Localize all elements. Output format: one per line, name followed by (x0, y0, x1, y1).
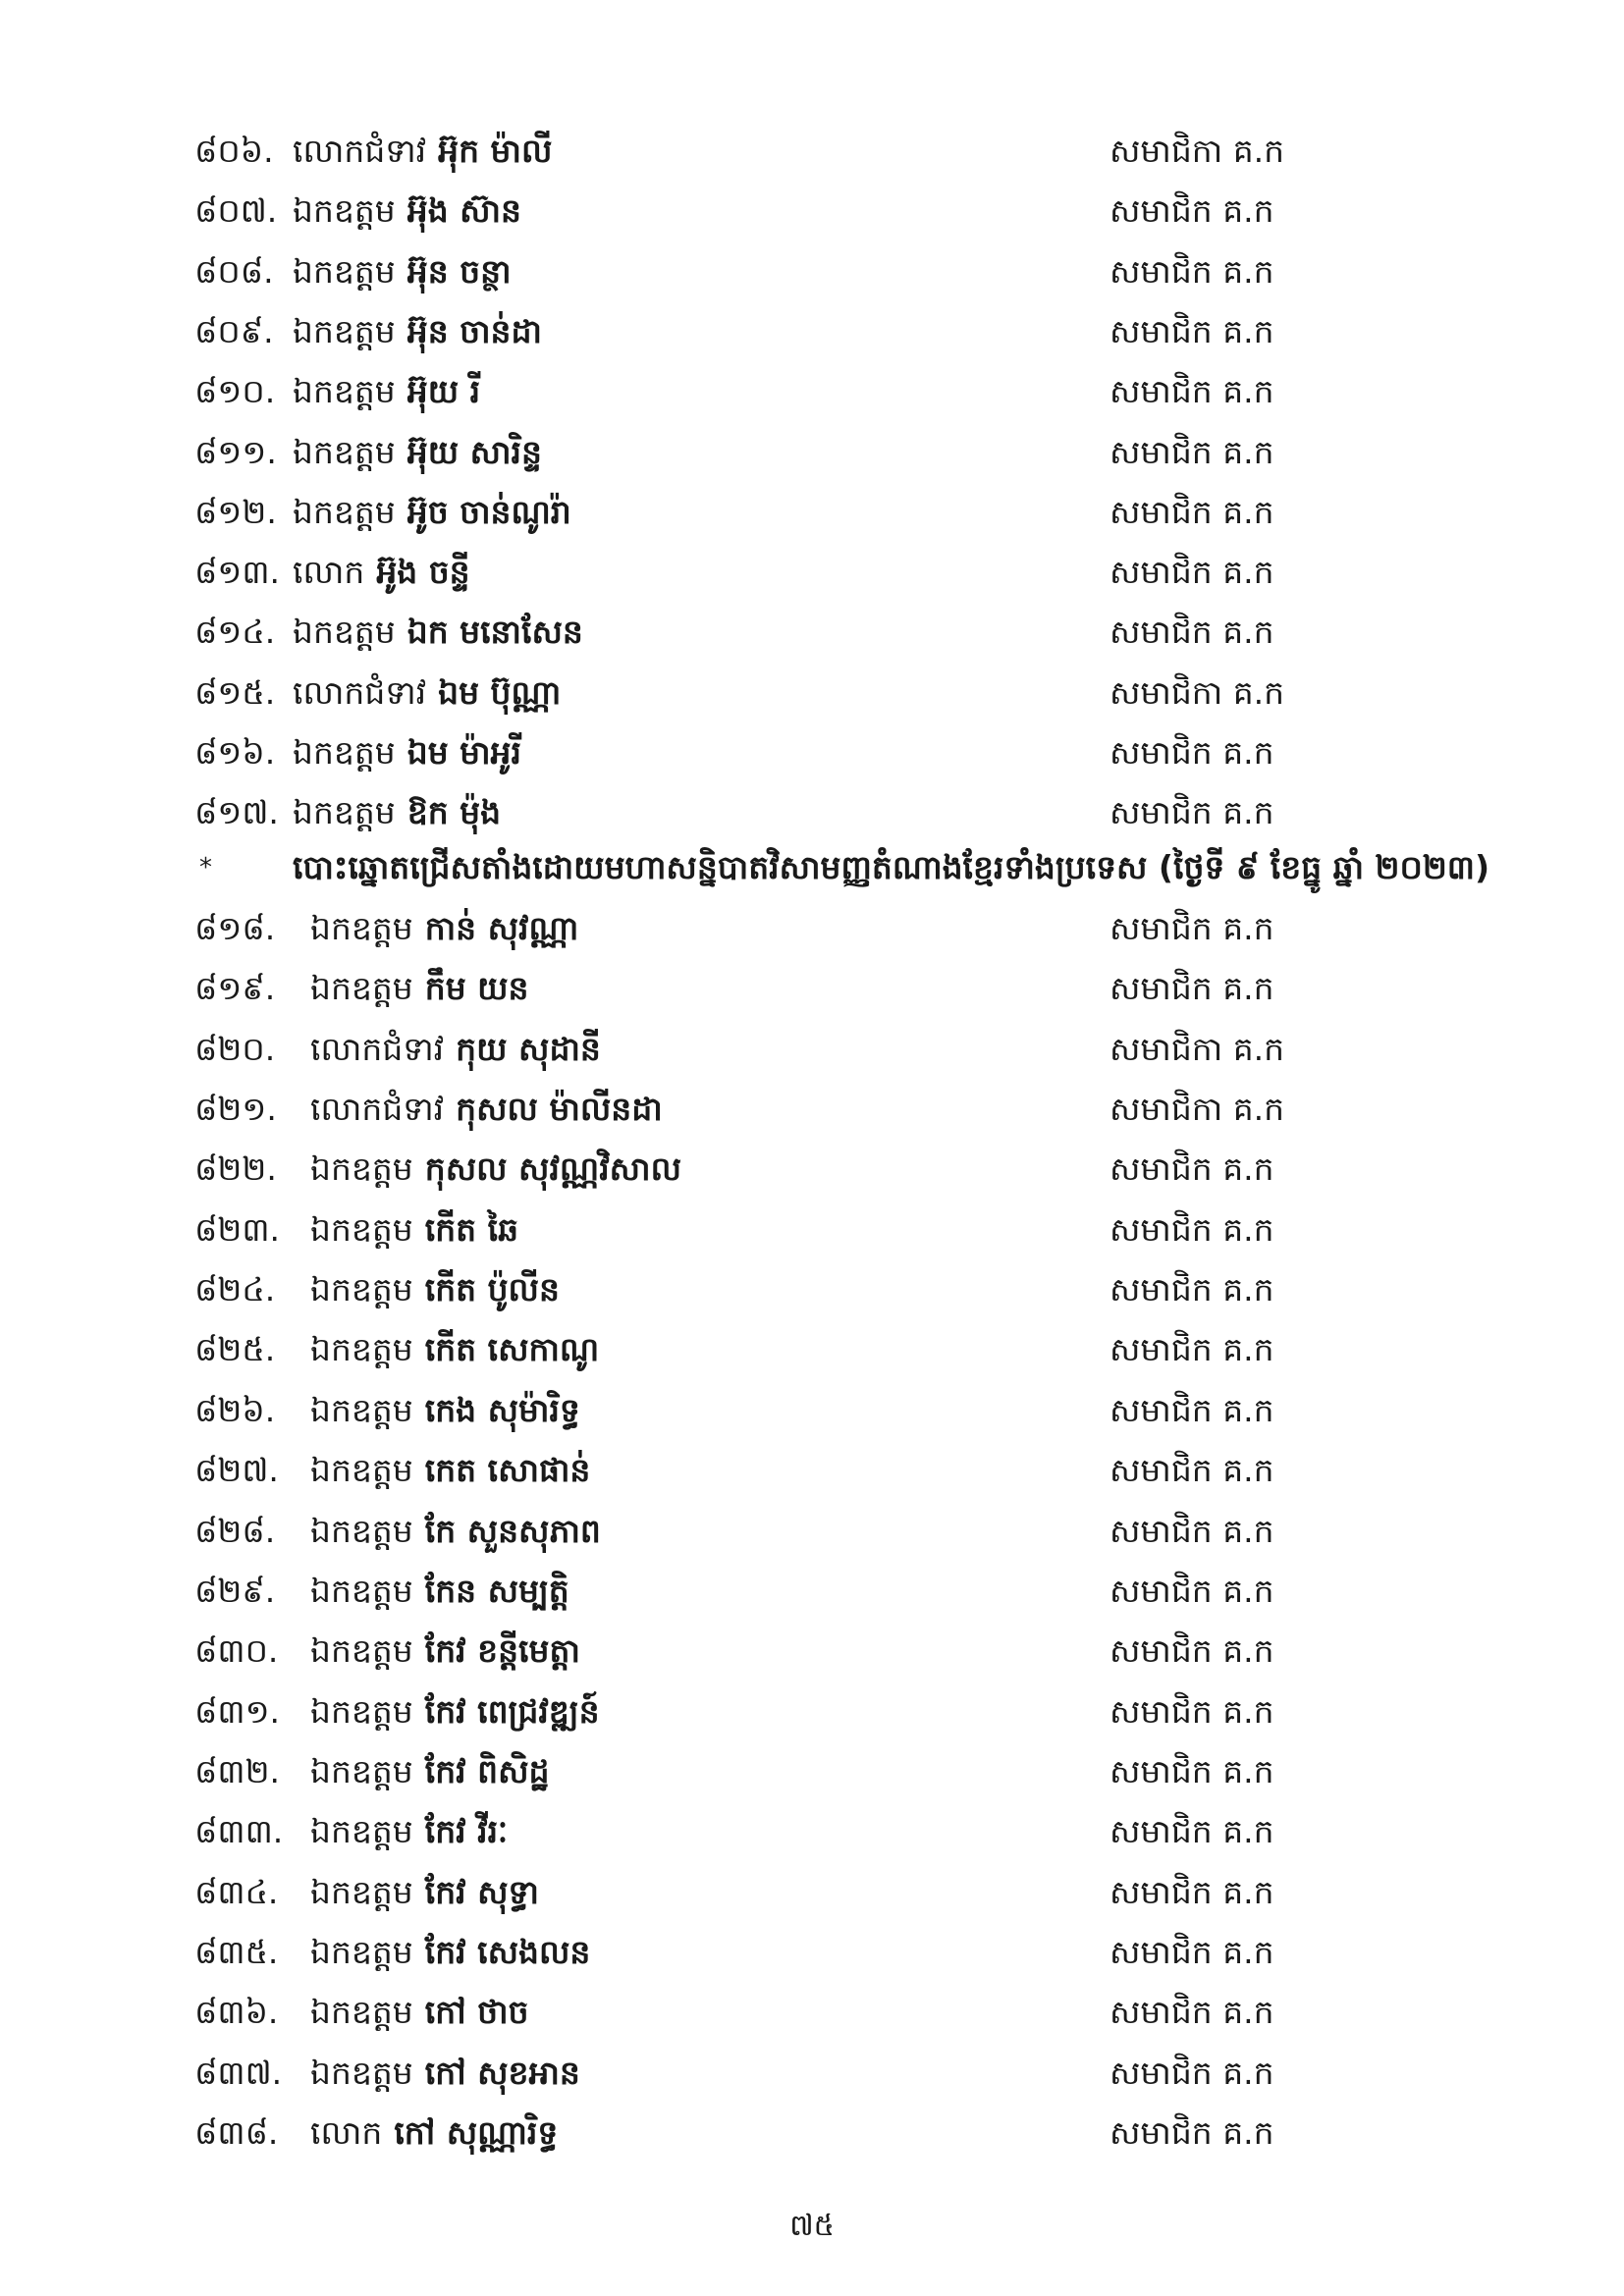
honorific (293, 425, 542, 480)
page-number: ៧៥ (789, 2209, 835, 2243)
member-name: អ៊ុយ សារិន្ទ (406, 432, 542, 471)
list-item (0, 2106, 1624, 2161)
item-number: ៨២៧. (194, 1451, 279, 1490)
item-number: ៨២៤. (194, 1270, 276, 1309)
member-role: សមាជិក គ.ក (1110, 1872, 1274, 1911)
honorific-text: ឯកឧត្តម (293, 492, 396, 531)
list-item (0, 1684, 1624, 1739)
member-role: សមាជិក គ.ក (1110, 372, 1274, 411)
honorific-text: លោក (310, 2113, 383, 2152)
honorific-text: ឯកឧត្តម (310, 1451, 413, 1490)
list-item (0, 124, 1624, 179)
member-role: សមាជិក គ.ក (1110, 793, 1274, 832)
member-name: កែ សួនសុភាព (424, 1511, 601, 1550)
item-number: ៨១៩. (194, 969, 276, 1008)
member-name: កឹម យន (424, 969, 529, 1008)
honorific (310, 1804, 508, 1859)
list-item (0, 666, 1624, 721)
honorific-text: ឯកឧត្តម (310, 1691, 413, 1731)
honorific-text: ឯកឧត្តម (310, 1511, 413, 1550)
item-number: ៨០៧. (194, 191, 278, 231)
member-role: សមាជិក គ.ក (1110, 191, 1274, 231)
list-item (0, 2046, 1624, 2101)
honorific (310, 1262, 560, 1317)
member-name: កេង សុម៉ារិទ្ធ (424, 1390, 580, 1429)
member-role: សមាជិកា គ.ក (1110, 672, 1285, 712)
honorific-text: ឯកឧត្តម (310, 1932, 413, 1971)
honorific (310, 1985, 529, 2040)
member-name: កើត ឆៃ (424, 1209, 519, 1249)
honorific (310, 901, 578, 956)
item-number: ៨២៦. (194, 1390, 276, 1429)
member-role: សមាជិក គ.ក (1110, 1751, 1274, 1790)
honorific-text: ឯកឧត្តម (310, 969, 413, 1008)
honorific (293, 725, 521, 780)
item-number: ៨១៧. (194, 793, 279, 832)
member-name: កេត សោផាន់ (424, 1451, 591, 1490)
item-number: ៨១១. (194, 432, 277, 471)
honorific (310, 1504, 601, 1559)
member-role: សមាជិក គ.ក (1110, 1451, 1274, 1490)
member-role: សមាជិក គ.ក (1110, 251, 1274, 291)
honorific (310, 1322, 599, 1377)
list-item (0, 1504, 1624, 1559)
honorific-text: លោក (293, 553, 365, 592)
honorific (293, 364, 480, 419)
honorific-text: លោកជំទាវ (293, 672, 427, 712)
member-role: សមាជិកា គ.ក (1110, 1090, 1285, 1129)
honorific (293, 785, 501, 840)
item-number: ៨៣៨. (194, 2113, 279, 2152)
honorific-text: ឯកឧត្តម (310, 909, 413, 947)
honorific (310, 1383, 580, 1438)
member-role: សមាជិក គ.ក (1110, 1209, 1274, 1249)
list-item (0, 184, 1624, 239)
list-item (0, 1022, 1624, 1077)
member-name: កែវ សេងលន (424, 1932, 591, 1971)
honorific (310, 2046, 580, 2101)
member-name: កុសល ម៉ាលីនដា (456, 1090, 663, 1129)
honorific-text: ឯកឧត្តម (310, 1631, 413, 1671)
item-number: ៨២៣. (194, 1209, 281, 1249)
list-item (0, 1985, 1624, 2040)
item-number: ៨១៥. (194, 672, 276, 712)
item-number: ៨២០. (194, 1029, 276, 1068)
honorific-text: ឯកឧត្តម (293, 432, 396, 471)
item-number: ៨២១. (194, 1090, 277, 1129)
member-name: អ៊ូង ចន្ទី (376, 553, 470, 592)
honorific-text: ឯកឧត្តម (293, 613, 396, 652)
honorific-text: ឯកឧត្តម (310, 1812, 413, 1851)
member-role: សមាជិក គ.ក (1110, 311, 1274, 350)
honorific (293, 605, 583, 660)
member-name: កៅ សុណ្ណារិទ្ធ (394, 2113, 559, 2152)
honorific-text: ឯកឧត្តម (310, 2053, 413, 2092)
list-item (0, 901, 1624, 956)
member-name: អ៊ុន ចន្ថា (406, 251, 512, 291)
item-number: ៨០៨. (194, 251, 274, 291)
member-role: សមាជិក គ.ក (1110, 1511, 1274, 1550)
honorific-text: ឯកឧត្តម (310, 1330, 413, 1369)
member-role: សមាជិក គ.ក (1110, 2053, 1274, 2092)
item-number: ៨៣០. (194, 1631, 279, 1671)
list-item (0, 244, 1624, 299)
honorific-text: លោកជំទាវ (310, 1090, 445, 1129)
list-item (0, 1262, 1624, 1317)
member-role: សមាជិក គ.ក (1110, 969, 1274, 1008)
member-name: អ៊ុយ រី (406, 372, 481, 411)
item-number: ៨៣១. (194, 1691, 281, 1731)
list-item (0, 1744, 1624, 1799)
honorific (293, 485, 571, 540)
member-name: កែវ សុទ្ធា (424, 1872, 539, 1911)
item-number: ៨១៨. (194, 909, 276, 947)
honorific-text: លោកជំទាវ (310, 1029, 445, 1068)
member-role: សមាជិក គ.ក (1110, 1571, 1274, 1610)
list-item (0, 1443, 1624, 1498)
honorific (310, 1202, 518, 1257)
honorific (293, 124, 552, 179)
list-item (0, 1082, 1624, 1137)
member-role: សមាជិក គ.ក (1110, 492, 1274, 531)
item-number: ៨២៨. (194, 1511, 276, 1550)
list-item (0, 1142, 1624, 1197)
member-name: អ៊ុង ស៊ាន (406, 191, 521, 231)
honorific (310, 1443, 590, 1498)
honorific-text: ឯកឧត្តម (293, 191, 396, 231)
member-name: កុយ សុដានី (456, 1029, 601, 1068)
honorific (310, 1684, 600, 1739)
honorific-text: ឯកឧត្តម (293, 793, 396, 832)
item-number: ៨២២. (194, 1149, 277, 1189)
honorific (310, 1564, 569, 1619)
honorific (310, 2106, 558, 2161)
member-name: កើត សេកាណូ (424, 1330, 600, 1369)
honorific (293, 545, 470, 600)
member-role: សមាជិក គ.ក (1110, 733, 1274, 772)
heading-text: បោះឆ្នោតជ្រើសតាំងដោយមហាសន្និបាតវិសាមញ្ញតំណាងខ្មែរទាំងប្រទេស (ថ្ងៃទី ៩ ខែធ្នូ ឆ្នាំ ២០២៣) (293, 848, 1490, 886)
list-item (0, 605, 1624, 660)
honorific (310, 1142, 681, 1197)
member-role: សមាជិក គ.ក (1110, 432, 1274, 471)
list-item (0, 1383, 1624, 1438)
honorific (310, 1022, 601, 1077)
honorific (310, 1865, 539, 1920)
item-number: ៨៣៧. (194, 2053, 283, 2092)
member-name: ឱក ម៉ុង (406, 793, 502, 832)
member-name: កៅ ថាច (424, 1993, 529, 2032)
item-number: ៨០៦. (194, 132, 274, 170)
member-name: កែវ វីរៈ (424, 1812, 509, 1851)
member-name: កៅ សុខអាន (424, 2053, 580, 2092)
honorific-text: ឯកឧត្តម (310, 1751, 413, 1790)
member-name: ឯម ប៊ុណ្ណា (438, 672, 562, 712)
list-item (0, 485, 1624, 540)
list-item (0, 1804, 1624, 1859)
honorific-text: ឯកឧត្តម (310, 1270, 413, 1309)
member-role: សមាជិក គ.ក (1110, 1270, 1274, 1309)
list-item (0, 725, 1624, 780)
honorific-text: ឯកឧត្តម (293, 733, 396, 772)
item-number: ៨១២. (194, 492, 277, 531)
member-role: សមាជិក គ.ក (1110, 1330, 1274, 1369)
member-role: សមាជិក គ.ក (1110, 613, 1274, 652)
honorific (310, 1082, 663, 1137)
list-item (0, 1925, 1624, 1980)
list-item (0, 304, 1624, 359)
honorific-text: លោកជំទាវ (293, 132, 427, 170)
honorific (310, 961, 529, 1016)
honorific-text: ឯកឧត្តម (310, 1872, 413, 1911)
list-item (0, 1564, 1624, 1619)
member-name: កែវ ពិសិដ្ឋ (424, 1751, 550, 1790)
member-name: កើត ប៉ូលីន (424, 1270, 560, 1309)
list-item (0, 1865, 1624, 1920)
member-name: អ៊ុក ម៉ាលី (438, 132, 553, 170)
honorific-text: ឯកឧត្តម (293, 251, 396, 291)
item-number: ៨៣៥. (194, 1932, 279, 1971)
member-role: សមាជិក គ.ក (1110, 1932, 1274, 1971)
honorific-text: ឯកឧត្តម (310, 1571, 413, 1610)
honorific (293, 184, 521, 239)
item-number: ៨១៣. (194, 553, 281, 592)
member-role: សមាជិក គ.ក (1110, 1812, 1274, 1851)
list-item (0, 1624, 1624, 1679)
item-number: ៨២៥. (194, 1330, 276, 1369)
member-role: សមាជិក គ.ក (1110, 909, 1274, 947)
item-number: ៨១០. (194, 372, 276, 411)
honorific (310, 1925, 590, 1980)
member-name: កាន់ សុវណ្ណា (424, 909, 579, 947)
member-role: សមាជិក គ.ក (1110, 553, 1274, 592)
member-name: ឯក មនោសែន (406, 613, 583, 652)
item-number: ៨១៦. (194, 733, 276, 772)
honorific (293, 666, 561, 721)
item-number: ៨៣២. (194, 1751, 281, 1790)
member-role: សមាជិកា គ.ក (1110, 1029, 1285, 1068)
member-role: សមាជិក គ.ក (1110, 1149, 1274, 1189)
member-name: កុសល សុវណ្ណវិសាល (424, 1149, 681, 1189)
member-name: កែវ ខន្តីមេត្តា (424, 1631, 580, 1671)
member-role: សមាជិក គ.ក (1110, 1390, 1274, 1429)
honorific (310, 1624, 580, 1679)
list-item (0, 1202, 1624, 1257)
member-name: កែន សម្បត្តិ (424, 1571, 569, 1610)
member-name: អ៊ូច ចាន់ណូរ៉ា (406, 492, 571, 531)
member-role: សមាជិក គ.ក (1110, 1631, 1274, 1671)
list-item (0, 364, 1624, 419)
item-number: ៨៣៣. (194, 1812, 284, 1851)
item-number: ៨៣៤. (194, 1872, 279, 1911)
item-number: ៨៣៦. (194, 1993, 279, 2032)
heading-asterisk: * (199, 853, 212, 882)
honorific-text: ឯកឧត្តម (293, 372, 396, 411)
list-item (0, 961, 1624, 1016)
item-number: ៨២៩. (194, 1571, 276, 1610)
member-name: ឯម ម៉ាអូរី (406, 733, 521, 772)
honorific (293, 244, 512, 299)
honorific-text: ឯកឧត្តម (310, 1390, 413, 1429)
member-name: អ៊ុន ចាន់ដា (406, 311, 542, 350)
honorific-text: ឯកឧត្តម (293, 311, 396, 350)
honorific-text: ឯកឧត្តម (310, 1993, 413, 2032)
member-role: សមាជិក គ.ក (1110, 1691, 1274, 1731)
item-number: ៨១៤. (194, 613, 276, 652)
list-item (0, 1322, 1624, 1377)
honorific (293, 304, 542, 359)
list-item (0, 545, 1624, 600)
section-heading (0, 840, 1624, 895)
honorific-text: ឯកឧត្តម (310, 1149, 413, 1189)
honorific (310, 1744, 549, 1799)
honorific-text: ឯកឧត្តម (310, 1209, 413, 1249)
member-role: សមាជិក គ.ក (1110, 1993, 1274, 2032)
item-number: ៨០៩. (194, 311, 274, 350)
member-role: សមាជិក គ.ក (1110, 2113, 1274, 2152)
member-role: សមាជិកា គ.ក (1110, 132, 1285, 170)
list-item (0, 785, 1624, 840)
list-item (0, 425, 1624, 480)
member-name: កែវ ពេជ្រវឌ្ឍន៍ (424, 1691, 600, 1731)
